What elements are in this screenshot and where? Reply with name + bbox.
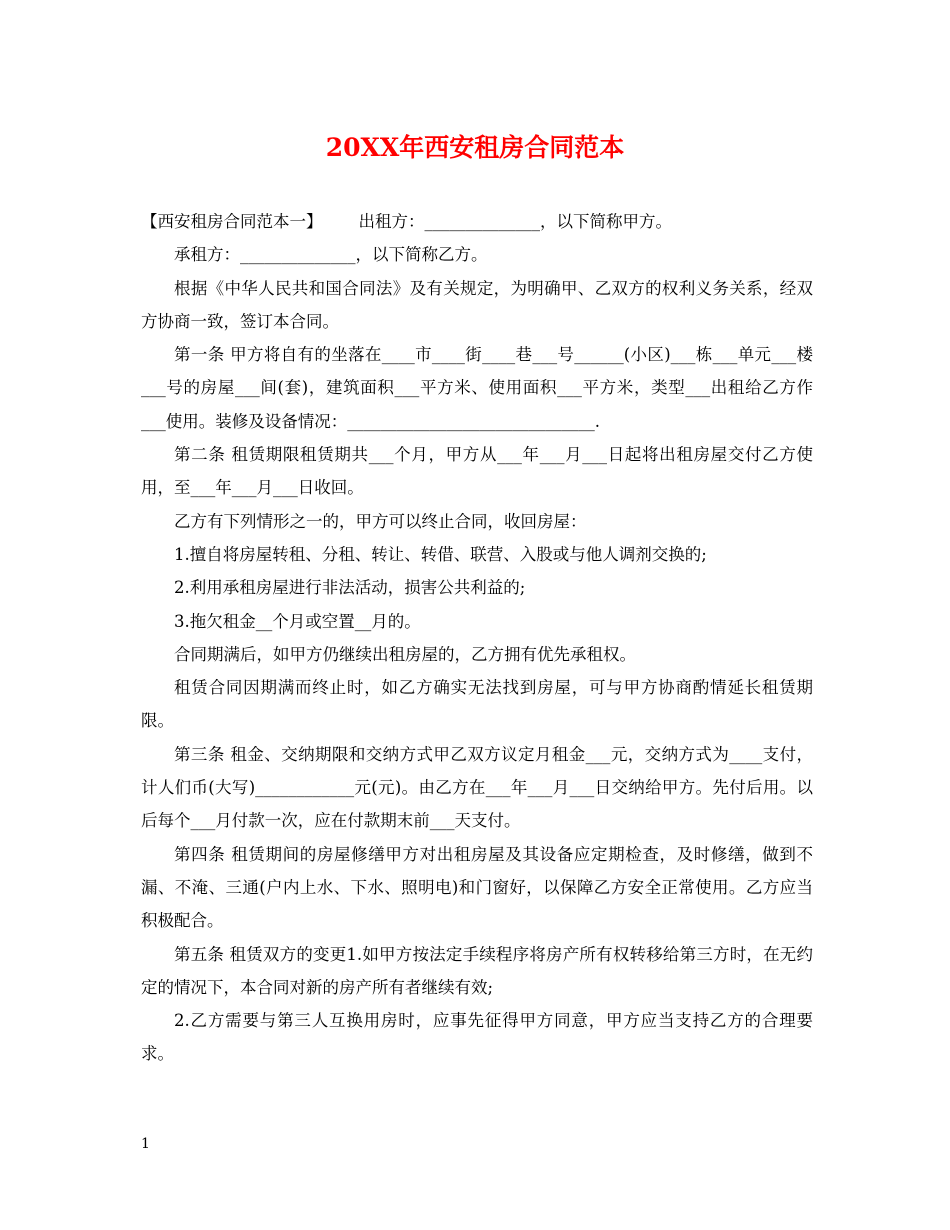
list-item: 1.擅自将房屋转租、分租、转让、转借、联营、入股或与他人调剂交换的; bbox=[174, 544, 707, 564]
paragraph: 2.乙方需要与第三人互换用房时，应事先征得甲方同意，甲方应当支持乙方的合理要求。 bbox=[141, 1011, 813, 1064]
paragraph: 第三条 租金、交纳期限和交纳方式甲乙双方议定月租金___元，交纳方式为____支付，计人们币(大写)____________元(元)。由乙方在___年___月___日交纳给甲方。先付后用。以后每个___月付款一次，应在付款期末前___天支付。 bbox=[141, 744, 813, 831]
paragraph: 乙方有下列情形之一的，甲方可以终止合同，收回房屋： bbox=[174, 511, 587, 531]
paragraph: 第二条 租赁期限租赁期共___个月，甲方从___年___月___日起将出租房屋交付乙方使用，至___年___月___日收回。 bbox=[141, 445, 813, 498]
paragraph: 根据《中华人民共和国合同法》及有关规定，为明确甲、乙双方的权利义务关系，经双方协商一致，签订本合同。 bbox=[141, 278, 813, 331]
page-number: 1 bbox=[141, 1136, 150, 1152]
paragraph: 第五条 租赁双方的变更1.如甲方按法定手续程序将房产所有权转移给第三方时，在无约定的情况下，本合同对新的房产所有者继续有效; bbox=[141, 944, 813, 997]
document-title: 20XX年西安租房合同范本 bbox=[325, 133, 625, 162]
first-line bbox=[141, 205, 813, 238]
lessor-line: 出租方：______________，以下简称甲方。 bbox=[358, 212, 672, 231]
section-heading: 【西安租房合同范本一】 bbox=[141, 212, 323, 231]
paragraph: 租赁合同因期满而终止时，如乙方确实无法找到房屋，可与甲方协商酌情延长租赁期限。 bbox=[141, 678, 813, 731]
paragraph: 第四条 租赁期间的房屋修缮甲方对出租房屋及其设备应定期检查，及时修缮，做到不漏、不淹、三通(户内上水、下水、照明电)和门窗好，以保障乙方安全正常使用。乙方应当积极配合。 bbox=[141, 844, 813, 931]
paragraph: 合同期满后，如甲方仍继续出租房屋的，乙方拥有优先承租权。 bbox=[174, 644, 636, 664]
document-body bbox=[141, 205, 813, 1071]
list-item: 3.拖欠租金__个月或空置__月的。 bbox=[174, 611, 421, 631]
list-item: 2.利用承租房屋进行非法活动，损害公共利益的; bbox=[174, 578, 526, 598]
paragraph: 第一条 甲方将自有的坐落在____市____街____巷___号______(小区)___栋___单元___楼___号的房屋___间(套)，建筑面积___平方米、使用面积___平方米，类型___出租给乙方作___使用。装修及设备情况：______________________________. bbox=[141, 345, 813, 431]
paragraph: 承租方：______________，以下简称乙方。 bbox=[174, 245, 488, 265]
